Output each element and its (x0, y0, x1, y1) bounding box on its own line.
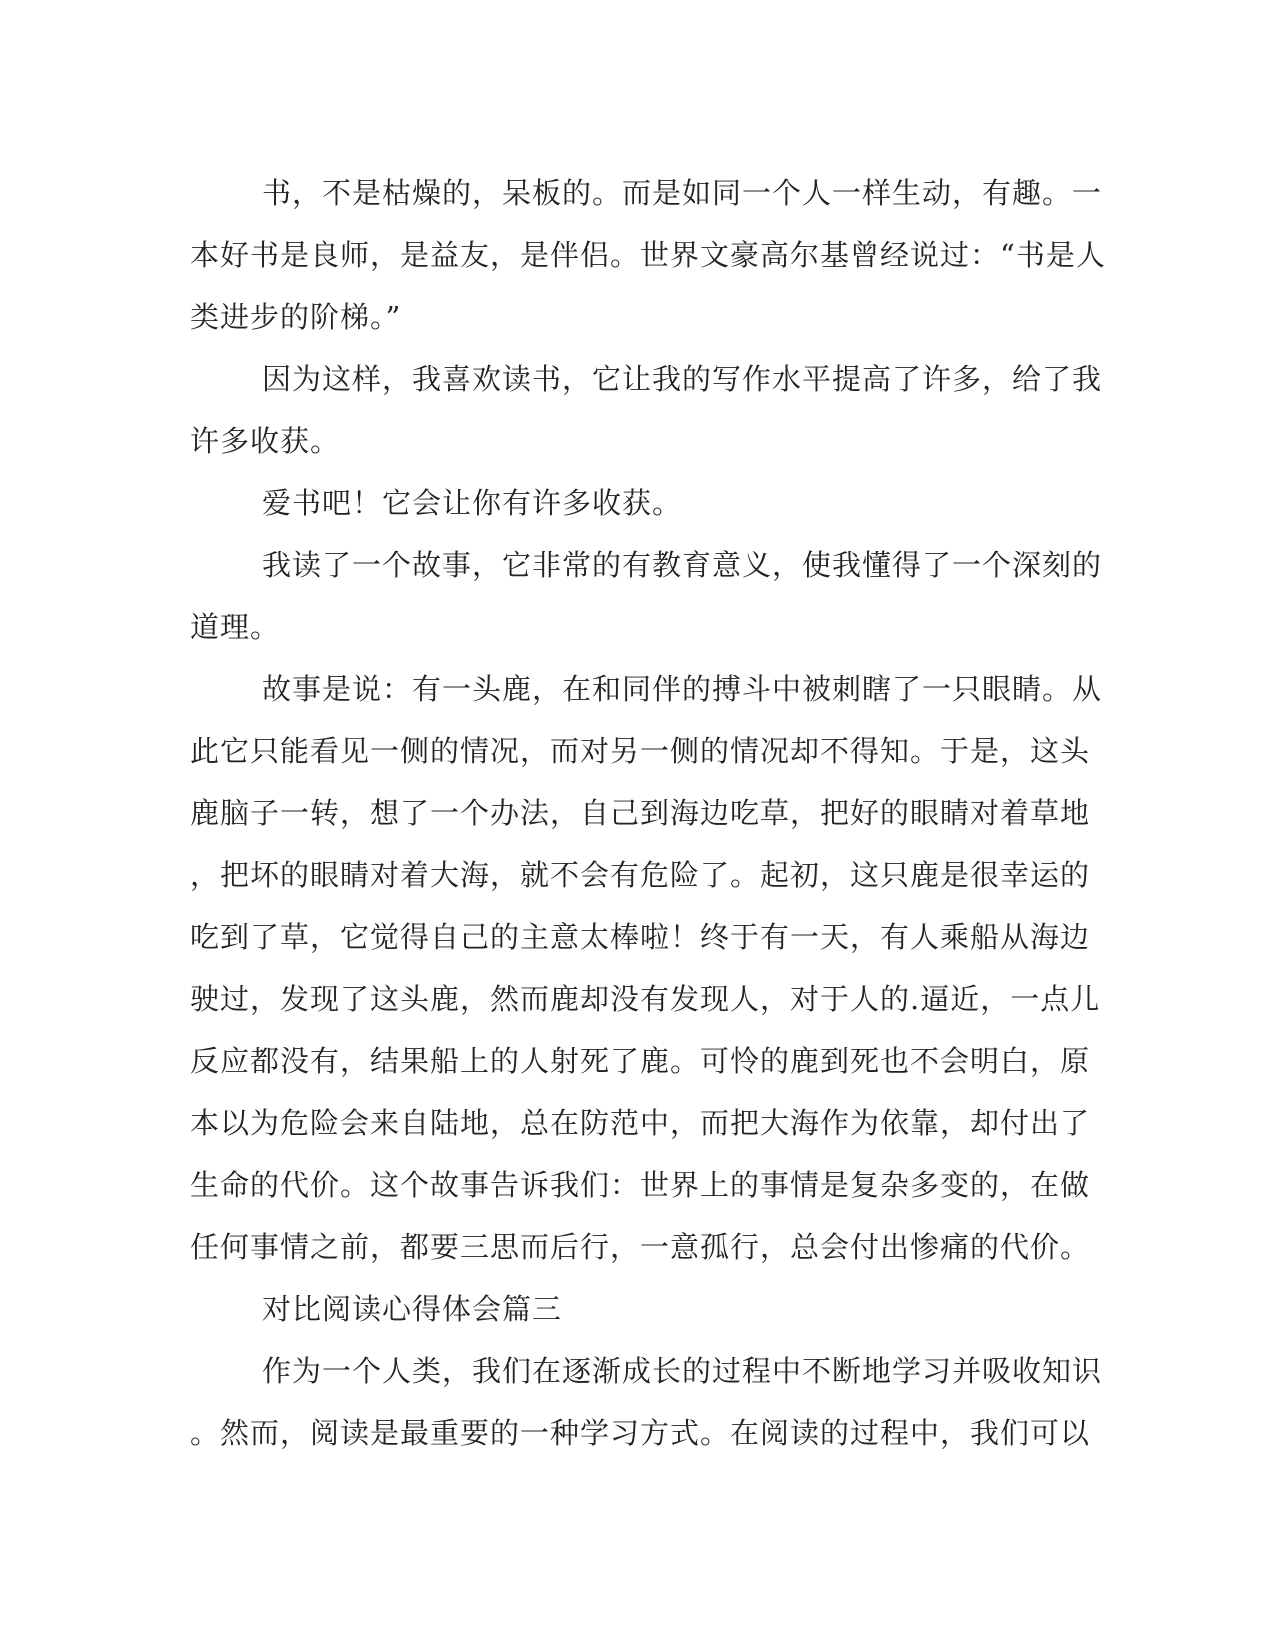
text-line: 吃到了草，它觉得自己的主意太棒啦！终于有一天，有人乘船从海边 (190, 920, 1091, 954)
text-line: 反应都没有，结果船上的人射死了鹿。可怜的鹿到死也不会明白，原 (190, 1044, 1091, 1078)
text-line: 书，不是枯燥的，呆板的。而是如同一个人一样生动，有趣。一 (262, 176, 1103, 210)
text-line: 许多收获。 (190, 424, 341, 458)
text-line: 故事是说：有一头鹿，在和同伴的搏斗中被刺瞎了一只眼睛。从 (262, 672, 1103, 706)
text-line: 本好书是良师，是益友，是伴侣。世界文豪高尔基曾经说过：“书是人 (190, 238, 1106, 272)
text-line: 。然而，阅读是最重要的一种学习方式。在阅读的过程中，我们可以 (190, 1416, 1091, 1450)
text-line: 鹿脑子一转，想了一个办法，自己到海边吃草，把好的眼睛对着草地 (190, 796, 1091, 830)
text-line: 本以为危险会来自陆地，总在防范中，而把大海作为依靠，却付出了 (190, 1106, 1091, 1140)
text-line: 此它只能看见一侧的情况，而对另一侧的情况却不得知。于是，这头 (190, 734, 1091, 768)
text-line: 爱书吧！它会让你有许多收获。 (262, 486, 683, 520)
text-line: 类进步的阶梯。” (190, 300, 402, 334)
document-body (190, 162, 1106, 1464)
text-line: 驶过，发现了这头鹿，然而鹿却没有发现人，对于人的.逼近，一点儿 (190, 982, 1101, 1016)
text-line: 因为这样，我喜欢读书，它让我的写作水平提高了许多，给了我 (262, 362, 1103, 396)
text-line: ，把坏的眼睛对着大海，就不会有危险了。起初，这只鹿是很幸运的 (190, 858, 1091, 892)
text-line: 任何事情之前，都要三思而后行，一意孤行，总会付出惨痛的代价。 (190, 1230, 1091, 1264)
section-heading: 对比阅读心得体会篇三 (262, 1292, 563, 1326)
text-line: 道理。 (190, 610, 281, 644)
text-line: 我读了一个故事，它非常的有教育意义，使我懂得了一个深刻的 (262, 548, 1103, 582)
text-line: 作为一个人类，我们在逐渐成长的过程中不断地学习并吸收知识 (262, 1354, 1103, 1388)
text-line: 生命的代价。这个故事告诉我们：世界上的事情是复杂多变的，在做 (190, 1168, 1091, 1202)
